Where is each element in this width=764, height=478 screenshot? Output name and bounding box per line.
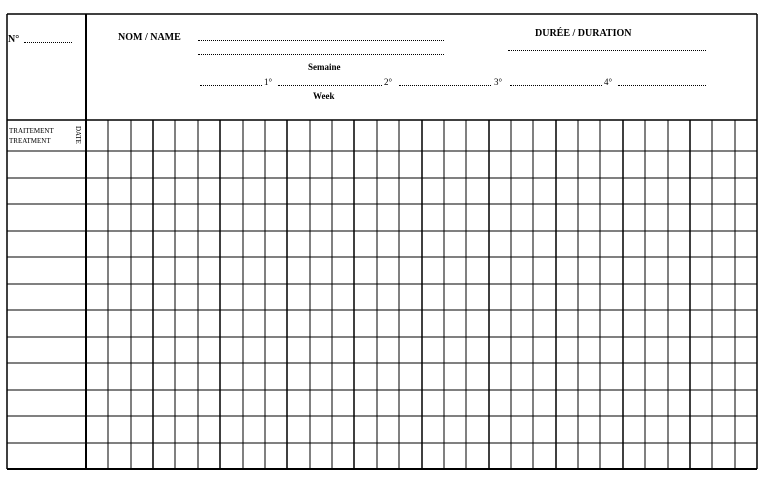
name-field-second-line[interactable] [198, 54, 444, 55]
date-label: DATE [74, 126, 82, 144]
week-label-english: Week [313, 91, 335, 101]
duration-field[interactable] [508, 50, 706, 51]
week-2-label: 2° [384, 77, 393, 87]
week-2-field[interactable] [278, 85, 382, 86]
number-field[interactable] [24, 42, 72, 43]
week-1-label: 1° [264, 77, 273, 87]
week-3-4-field[interactable] [510, 85, 602, 86]
week-1-field[interactable] [200, 85, 262, 86]
number-label: N° [8, 34, 20, 45]
duration-label: DURÉE / DURATION [535, 28, 632, 39]
treatment-label-en: TREATMENT [9, 137, 51, 145]
week-4-field[interactable] [618, 85, 706, 86]
name-label: NOM / NAME [118, 32, 181, 43]
week-3-label: 3° [494, 77, 503, 87]
week-label-french: Semaine [308, 62, 341, 72]
week-4-label: 4° [604, 77, 613, 87]
name-field[interactable] [198, 40, 444, 41]
treatment-label-fr: TRAITEMENT [9, 127, 54, 135]
week-2-3-field[interactable] [399, 85, 491, 86]
